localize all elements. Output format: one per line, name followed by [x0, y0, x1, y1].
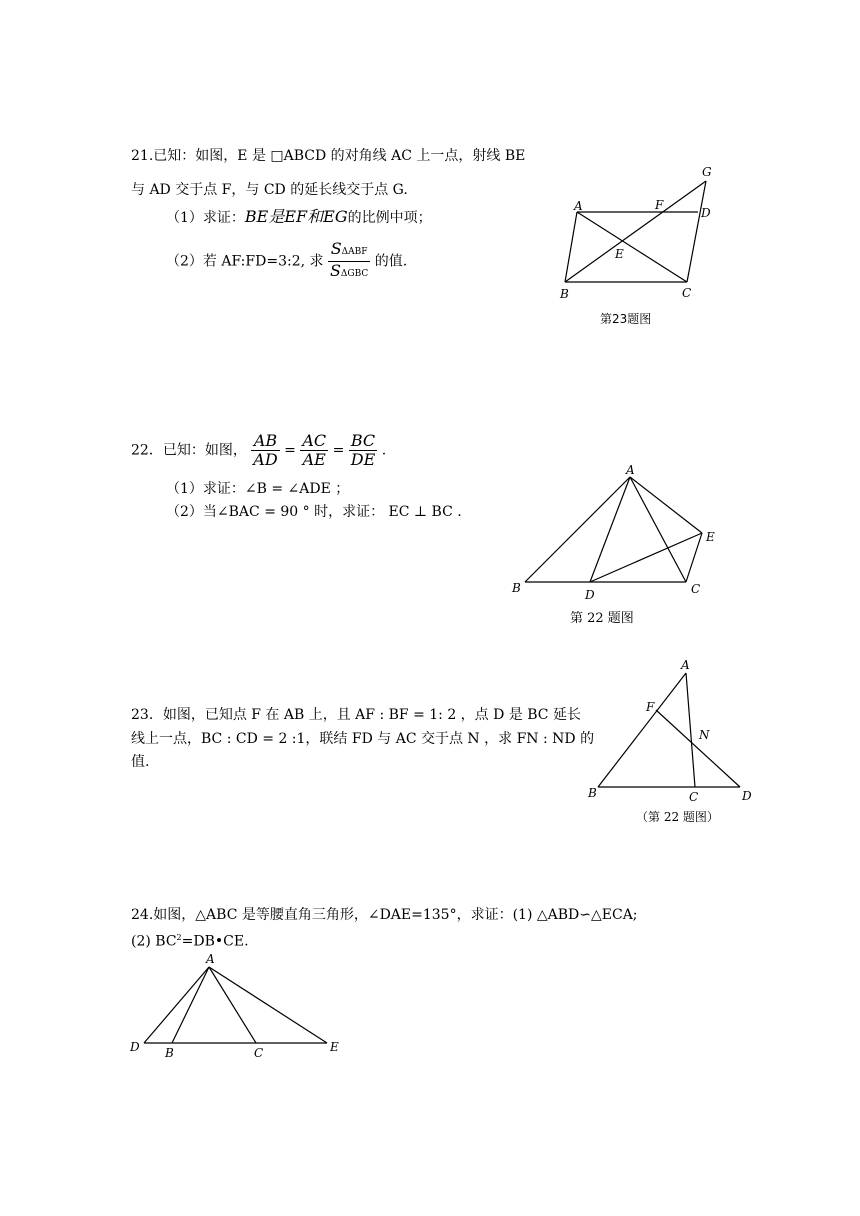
q22-f1-num: AB [251, 432, 279, 451]
q23-line2: 线上一点，BC : CD = 2 :1，联结 FD 与 AC 交于点 N ，求 FN : ND 的 [131, 731, 595, 747]
q21-label-g: G [702, 165, 712, 179]
q23-label-a: A [681, 658, 690, 672]
q23-label-b: B [588, 786, 597, 800]
q23-label-d: D [742, 789, 752, 803]
q24-label-b: B [165, 1046, 174, 1060]
q21-line2: 与 AD 交于点 F，与 CD 的延长线交于点 G. [131, 182, 408, 198]
q21-label-e: E [615, 247, 624, 261]
q21-part1-expr: BE是EF和EG [244, 207, 348, 226]
q24-line2-sup: 2 [176, 933, 182, 942]
q23-label-n: N [699, 728, 710, 742]
q22-label-d: D [585, 588, 595, 602]
q24-seg-ac [209, 967, 256, 1043]
q21-label-a: A [574, 199, 583, 213]
q21-figure-caption: 第23题图 [600, 312, 652, 326]
q23-label-f: F [646, 700, 655, 714]
q24-line2-a: (2) BC [131, 933, 177, 950]
q22-label-c: C [691, 582, 701, 596]
q23-line3: 值. [131, 754, 150, 770]
q24-line2-b: =DB•CE. [181, 933, 249, 950]
q21-part2-prefix: （2）若 AF:FD=3:2, 求 [166, 253, 324, 270]
q21-label-f: F [655, 198, 664, 212]
q24-seg-ad [144, 967, 209, 1043]
q22-label-a: A [626, 463, 635, 477]
q24-label-a: A [206, 952, 215, 966]
q21-part2-suffix: 的值. [374, 253, 408, 270]
q24-seg-ae [209, 967, 327, 1043]
q21-num-s: S [330, 239, 342, 258]
q22-f1-den: AD [253, 450, 278, 469]
q22-f3-den: DE [350, 450, 376, 469]
q24-seg-ab [172, 967, 209, 1043]
q21-den-s: S [329, 261, 341, 280]
q21-part1-prefix: （1）求证： [166, 210, 245, 226]
q22-eq-1: = [284, 442, 296, 459]
q22-f3-num: BC [349, 432, 378, 451]
q22-end: . [381, 442, 387, 459]
q24-label-d: D [130, 1040, 140, 1054]
q22-part1: （1）求证：∠B = ∠ADE ； [166, 481, 350, 497]
q22-eq-2: = [332, 442, 345, 459]
q22-f2-num: AC [302, 431, 327, 450]
q23-label-c: C [689, 790, 699, 804]
q22-prefix: 22．已知：如图， [131, 442, 247, 459]
q22-label-b: B [512, 581, 521, 595]
q22-part2: （2）当∠BAC = 90 ° 时，求证： EC ⊥ BC . [166, 504, 462, 520]
q24-label-c: C [254, 1046, 264, 1060]
q21-label-b: B [560, 287, 569, 301]
q22-figure-caption: 第 22 题图 [570, 611, 634, 626]
q24-label-e: E [330, 1040, 339, 1054]
q21-num-sub: ΔABF [341, 247, 368, 257]
q22-f2-den: AE [302, 450, 326, 469]
q24-line1: 24.如图，△ABC 是等腰直角三角形，∠DAE=135°，求证：(1) △ABD∽△ECA; [131, 907, 638, 923]
q21-line1: 21.已知：如图，E 是 □ABCD 的对角线 AC 上一点，射线 BE [131, 148, 526, 164]
q23-line1: 23．如图，已知点 F 在 AB 上，且 AF : BF = 1: 2 ，点 D 是 BC 延长 [131, 707, 581, 723]
q22-label-e: E [706, 530, 715, 544]
q21-label-c: C [682, 286, 692, 300]
q21-label-d: D [701, 206, 711, 220]
q21-den-sub: ΔGBC [340, 269, 369, 279]
q23-figure-caption: （第 22 题图） [636, 810, 719, 824]
q21-part1-suffix: 的比例中项； [347, 210, 432, 226]
